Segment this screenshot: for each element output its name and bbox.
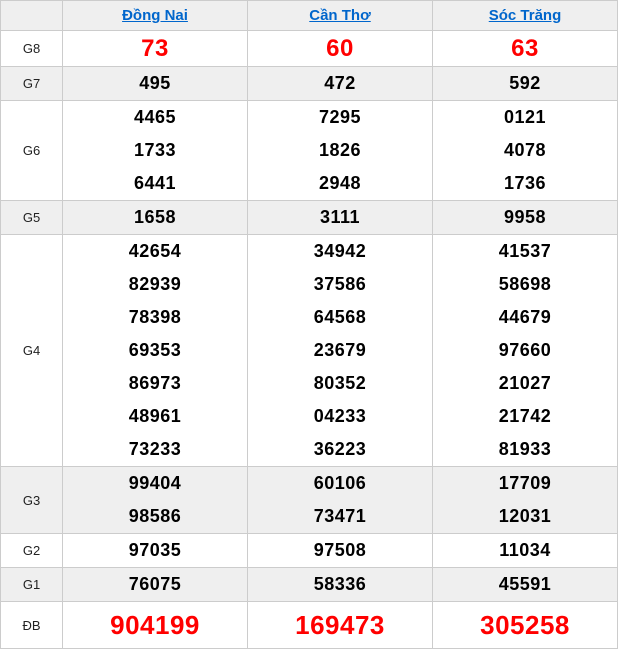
result-number: 64568 bbox=[313, 307, 367, 327]
result-number: 9958 bbox=[503, 207, 547, 227]
result-cell-g7-soc-trang bbox=[433, 67, 618, 101]
result-number: 23679 bbox=[313, 340, 367, 360]
result-number: 63 bbox=[511, 35, 539, 62]
prize-label-db: ĐB bbox=[1, 602, 63, 649]
result-number: 592 bbox=[509, 73, 541, 93]
prize-row-g3 bbox=[1, 467, 618, 534]
result-cell-db-soc-trang bbox=[433, 602, 618, 649]
column-header-soc-trang bbox=[433, 1, 618, 31]
result-number: 81933 bbox=[498, 439, 552, 459]
result-number: 44679 bbox=[498, 307, 552, 327]
prize-label-g8: G8 bbox=[1, 31, 63, 67]
result-cell-g3-dong-nai bbox=[63, 467, 248, 534]
result-cell-g2-can-tho bbox=[248, 534, 433, 568]
province-link-soc-trang[interactable]: Sóc Trăng bbox=[488, 7, 562, 24]
result-cell-g3-soc-trang bbox=[433, 467, 618, 534]
province-link-can-tho[interactable]: Cần Thơ bbox=[309, 7, 371, 24]
result-cell-g7-can-tho bbox=[248, 67, 433, 101]
prize-row-db bbox=[1, 602, 618, 649]
result-cell-g5-dong-nai bbox=[63, 201, 248, 235]
prize-row-g7 bbox=[1, 67, 618, 101]
prize-row-g4 bbox=[1, 235, 618, 467]
result-cell-g2-soc-trang bbox=[433, 534, 618, 568]
result-number: 60 bbox=[326, 35, 354, 62]
result-cell-g2-dong-nai bbox=[63, 534, 248, 568]
prize-label-g6: G6 bbox=[1, 101, 63, 201]
table-body bbox=[1, 31, 618, 649]
result-cell-db-can-tho bbox=[248, 602, 433, 649]
result-number: 86973 bbox=[128, 373, 182, 393]
result-number: 1658 bbox=[133, 207, 177, 227]
result-number: 7295 bbox=[318, 107, 362, 127]
result-number: 1736 bbox=[503, 173, 547, 193]
result-number: 41537 bbox=[498, 241, 552, 261]
result-cell-g1-can-tho bbox=[248, 568, 433, 602]
result-number: 1826 bbox=[318, 140, 362, 160]
result-number: 97035 bbox=[128, 540, 182, 560]
result-cell-g4-can-tho bbox=[248, 235, 433, 467]
result-number: 21027 bbox=[498, 373, 552, 393]
result-number: 42654 bbox=[128, 241, 182, 261]
result-cell-g6-soc-trang bbox=[433, 101, 618, 201]
result-number: 305258 bbox=[480, 610, 570, 640]
result-number: 4465 bbox=[133, 107, 177, 127]
result-number: 97508 bbox=[313, 540, 367, 560]
result-number: 48961 bbox=[128, 406, 182, 426]
result-number: 36223 bbox=[313, 439, 367, 459]
result-number: 169473 bbox=[295, 610, 385, 640]
result-cell-db-dong-nai bbox=[63, 602, 248, 649]
prize-label-g7: G7 bbox=[1, 67, 63, 101]
result-number: 97660 bbox=[498, 340, 552, 360]
result-number: 99404 bbox=[128, 473, 182, 493]
result-cell-g5-soc-trang bbox=[433, 201, 618, 235]
prize-label-g2: G2 bbox=[1, 534, 63, 568]
result-number: 73 bbox=[141, 35, 169, 62]
result-number: 69353 bbox=[128, 340, 182, 360]
prize-row-g6 bbox=[1, 101, 618, 201]
result-cell-g4-dong-nai bbox=[63, 235, 248, 467]
result-number: 2948 bbox=[318, 173, 362, 193]
result-cell-g4-soc-trang bbox=[433, 235, 618, 467]
prize-row-g8 bbox=[1, 31, 618, 67]
province-link-dong-nai[interactable]: Đồng Nai bbox=[122, 7, 188, 24]
result-cell-g8-dong-nai bbox=[63, 31, 248, 67]
table-header bbox=[1, 1, 618, 31]
result-number: 73233 bbox=[128, 439, 182, 459]
result-cell-g8-soc-trang bbox=[433, 31, 618, 67]
prize-label-g1: G1 bbox=[1, 568, 63, 602]
result-number: 98586 bbox=[128, 506, 182, 526]
result-cell-g5-can-tho bbox=[248, 201, 433, 235]
result-number: 45591 bbox=[498, 574, 552, 594]
result-number: 82939 bbox=[128, 274, 182, 294]
result-number: 12031 bbox=[498, 506, 552, 526]
result-number: 21742 bbox=[498, 406, 552, 426]
result-number: 78398 bbox=[128, 307, 182, 327]
result-number: 17709 bbox=[498, 473, 552, 493]
prize-label-g5: G5 bbox=[1, 201, 63, 235]
result-number: 58336 bbox=[313, 574, 367, 594]
result-number: 1733 bbox=[133, 140, 177, 160]
result-number: 495 bbox=[139, 73, 171, 93]
prize-row-g2 bbox=[1, 534, 618, 568]
prize-row-g1 bbox=[1, 568, 618, 602]
result-cell-g6-dong-nai bbox=[63, 101, 248, 201]
result-cell-g8-can-tho bbox=[248, 31, 433, 67]
prize-label-g4: G4 bbox=[1, 235, 63, 467]
corner-cell bbox=[1, 1, 63, 31]
result-number: 904199 bbox=[110, 610, 200, 640]
result-cell-g3-can-tho bbox=[248, 467, 433, 534]
prize-label-g3: G3 bbox=[1, 467, 63, 534]
column-header-can-tho bbox=[248, 1, 433, 31]
result-number: 04233 bbox=[313, 406, 367, 426]
result-number: 11034 bbox=[499, 540, 551, 560]
prize-row-g5 bbox=[1, 201, 618, 235]
result-number: 6441 bbox=[133, 173, 177, 193]
result-number: 472 bbox=[324, 73, 356, 93]
result-cell-g1-soc-trang bbox=[433, 568, 618, 602]
result-number: 4078 bbox=[503, 140, 547, 160]
result-number: 0121 bbox=[503, 107, 547, 127]
result-number: 73471 bbox=[313, 506, 367, 526]
header-row bbox=[1, 1, 618, 31]
result-number: 58698 bbox=[498, 274, 552, 294]
column-header-dong-nai bbox=[63, 1, 248, 31]
result-number: 60106 bbox=[313, 473, 367, 493]
result-number: 3111 bbox=[319, 207, 361, 227]
result-number: 76075 bbox=[128, 574, 182, 594]
result-number: 37586 bbox=[313, 274, 367, 294]
result-cell-g1-dong-nai bbox=[63, 568, 248, 602]
result-cell-g7-dong-nai bbox=[63, 67, 248, 101]
result-number: 34942 bbox=[313, 241, 367, 261]
result-cell-g6-can-tho bbox=[248, 101, 433, 201]
result-number: 80352 bbox=[313, 373, 367, 393]
